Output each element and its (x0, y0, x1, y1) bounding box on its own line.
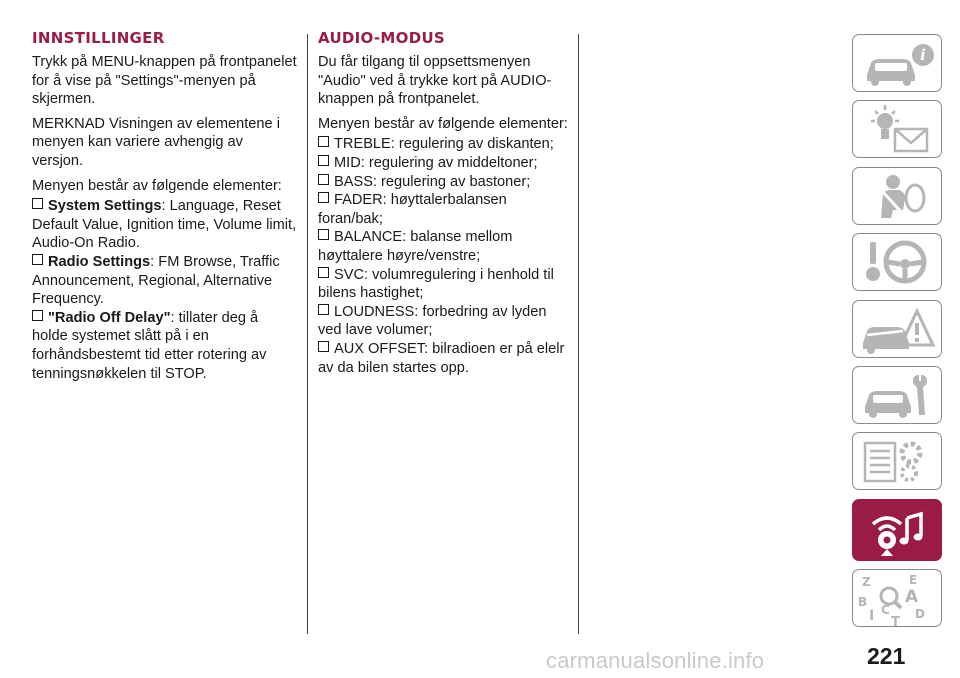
checkbox-bullet-icon (318, 229, 329, 240)
tab-car-crash[interactable] (852, 300, 942, 358)
checkbox-bullet-icon (318, 192, 329, 203)
checkbox-bullet-icon (318, 136, 329, 147)
audio-intro: Du får tilgang til oppsettsmenyen "Audio" ved å trykke kort på AUDIO-knappen på frontpanelet. (318, 54, 552, 108)
column-divider (578, 34, 579, 634)
item-text: : Language, Reset Default Value, Ignition time, Volume limit, Audio-On Radio. (32, 198, 297, 252)
list-item: SVC: volumregulering i henhold til bilens hastighet; (318, 266, 554, 302)
index-letter: Z (862, 575, 871, 590)
checkbox-bullet-icon (318, 267, 329, 278)
multimedia-music-icon (853, 500, 941, 560)
car-crash-warning-icon (853, 301, 941, 357)
warning-lights-icon (853, 101, 941, 157)
index-letter: C (881, 603, 890, 618)
index-letter: D (915, 607, 925, 622)
tab-car-info[interactable] (852, 34, 942, 92)
settings-menu-intro: Menyen består av følgende elementer: (32, 177, 282, 194)
list-item: LOUDNESS: forbedring av lyden ved lave volumer; (318, 303, 547, 339)
svg-text:i: i (920, 46, 926, 64)
list-item (32, 309, 297, 383)
audio-section (318, 28, 570, 377)
list-item: TREBLE: regulering av diskanten; (318, 135, 570, 154)
index-letter: A (905, 587, 919, 608)
checkbox-bullet-icon (318, 304, 329, 315)
audio-heading: AUDIO-MODUS (318, 29, 446, 47)
index-letter: T (891, 615, 900, 627)
settings-note: MERKNAD Visningen av elementene i menyen kan variere avhengig av versjon. (32, 115, 280, 169)
index-letters-icon (853, 570, 941, 626)
tab-index[interactable] (852, 569, 942, 627)
checkbox-bullet-icon (32, 310, 43, 321)
checkbox-bullet-icon (318, 174, 329, 185)
list-item: FADER: høyttalerbalansen foran/bak; (318, 192, 507, 227)
tab-seat-airbag[interactable] (852, 167, 942, 225)
audio-menu-intro: Menyen består av følgende elementer: (318, 115, 568, 132)
tab-key-steering[interactable] (852, 233, 942, 291)
item-text: : FM Browse, Traffic Announcement, Regional, Alternative Frequency. (32, 253, 280, 308)
tab-warning-lights[interactable] (852, 100, 942, 158)
page-number: 221 (867, 643, 906, 669)
item-title: Radio Settings (48, 253, 151, 270)
column-divider (307, 34, 308, 634)
tab-car-maintenance[interactable] (852, 366, 942, 424)
watermark: carmanualsonline.info (546, 648, 765, 673)
index-letter: E (909, 573, 918, 588)
car-wrench-icon (853, 367, 941, 423)
tab-specifications[interactable] (852, 432, 942, 490)
list-item: BASS: regulering av bastoner; (318, 173, 570, 192)
car-info-icon (853, 35, 941, 91)
index-letter: I (869, 608, 875, 625)
checkbox-bullet-icon (318, 155, 329, 166)
item-title: "Radio Off Delay" (48, 309, 171, 326)
list-item: MID: regulering av middeltoner; (318, 154, 570, 173)
checkbox-bullet-icon (318, 341, 329, 352)
item-text: : tillater deg å holde systemet slått på i en forhåndsbestemt tid etter rotering av tenningsnøkkelen til STOP. (32, 309, 267, 382)
index-letter: B (858, 595, 868, 610)
list-item: BALANCE: balanse mellom høyttalere høyre/venstre; (318, 229, 513, 264)
chapter-tabs (852, 34, 942, 636)
settings-heading: INNSTILLINGER (32, 29, 165, 47)
specs-gear-icon (853, 433, 941, 489)
list-item: AUX OFFSET: bilradioen er på elelr av da bilen startes opp. (318, 340, 565, 376)
checkbox-bullet-icon (32, 198, 43, 209)
tab-multimedia[interactable] (852, 499, 942, 561)
settings-intro: Trykk på MENU-knappen på frontpanelet for å vise på "Settings"-menyen på skjermen. (32, 54, 297, 108)
seat-airbag-icon (853, 168, 941, 224)
item-title: System Settings (48, 198, 162, 215)
key-steering-wheel-icon (853, 234, 941, 290)
checkbox-bullet-icon (32, 254, 43, 265)
list-item (32, 197, 297, 253)
settings-section (32, 28, 297, 383)
list-item (32, 253, 297, 309)
